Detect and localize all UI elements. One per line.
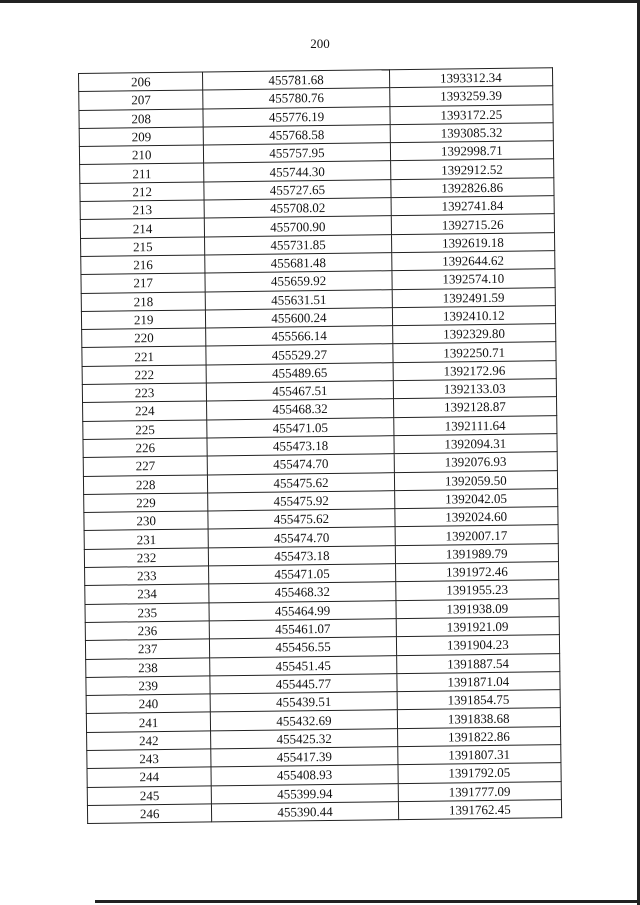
y-coordinate-cell: 1393259.39 — [389, 86, 553, 106]
x-coordinate-cell: 455768.58 — [204, 125, 390, 146]
point-number-cell: 226 — [83, 438, 208, 458]
x-coordinate-cell: 455631.51 — [206, 289, 392, 310]
y-coordinate-cell: 1391887.54 — [396, 653, 560, 673]
point-number-cell: 225 — [83, 420, 208, 440]
y-coordinate-cell: 1392133.03 — [393, 379, 557, 399]
y-coordinate-cell: 1391904.23 — [396, 635, 560, 655]
point-number-cell: 217 — [81, 273, 206, 293]
x-coordinate-cell: 455744.30 — [204, 161, 390, 182]
x-coordinate-cell: 455471.05 — [207, 417, 393, 438]
x-coordinate-cell: 455781.68 — [203, 70, 389, 91]
point-number-cell: 244 — [87, 767, 212, 787]
page-number: 200 — [310, 36, 330, 51]
y-coordinate-cell: 1392644.62 — [391, 251, 555, 271]
x-coordinate-cell: 455464.99 — [209, 600, 395, 621]
point-number-cell: 211 — [80, 163, 205, 183]
x-coordinate-cell: 455473.18 — [209, 545, 395, 566]
x-coordinate-cell: 455408.93 — [211, 765, 397, 786]
y-coordinate-cell: 1392491.59 — [392, 287, 556, 307]
x-coordinate-cell: 455432.69 — [211, 710, 397, 731]
point-number-cell: 235 — [85, 603, 210, 623]
y-coordinate-cell: 1391972.46 — [395, 562, 559, 582]
y-coordinate-cell: 1392410.12 — [392, 306, 556, 326]
x-coordinate-cell: 455529.27 — [206, 344, 392, 365]
y-coordinate-cell: 1393085.32 — [390, 123, 554, 143]
x-coordinate-cell: 455425.32 — [211, 728, 397, 749]
point-number-cell: 229 — [84, 493, 209, 513]
point-number-cell: 221 — [82, 346, 207, 366]
point-number-cell: 219 — [81, 310, 206, 330]
x-coordinate-cell: 455489.65 — [206, 362, 392, 383]
x-coordinate-cell: 455475.62 — [208, 472, 394, 493]
point-number-cell: 240 — [86, 694, 211, 714]
point-number-cell: 245 — [87, 785, 212, 805]
coordinate-table — [78, 67, 562, 824]
point-number-cell: 222 — [82, 365, 207, 385]
x-coordinate-cell: 455399.94 — [212, 783, 398, 804]
point-number-cell: 239 — [86, 676, 211, 696]
scan-edge-top — [0, 0, 640, 3]
y-coordinate-cell: 1391921.09 — [396, 617, 560, 637]
y-coordinate-cell: 1391838.68 — [397, 708, 561, 728]
y-coordinate-cell: 1392998.71 — [390, 141, 554, 161]
point-number-cell: 215 — [81, 237, 206, 257]
x-coordinate-cell: 455439.51 — [210, 692, 396, 713]
point-number-cell: 218 — [81, 292, 206, 312]
x-coordinate-cell: 455475.92 — [208, 490, 394, 511]
point-number-cell: 214 — [80, 218, 205, 238]
y-coordinate-cell: 1392024.60 — [394, 507, 558, 527]
y-coordinate-cell: 1392111.64 — [393, 415, 557, 435]
y-coordinate-cell: 1392619.18 — [391, 232, 555, 252]
point-number-cell: 208 — [79, 109, 204, 129]
y-coordinate-cell: 1392172.96 — [393, 360, 557, 380]
x-coordinate-cell: 455468.32 — [207, 399, 393, 420]
point-number-cell: 234 — [85, 584, 210, 604]
y-coordinate-cell: 1391955.23 — [395, 580, 559, 600]
point-number-cell: 231 — [84, 529, 209, 549]
x-coordinate-cell: 455780.76 — [203, 88, 389, 109]
y-coordinate-cell: 1392715.26 — [391, 214, 555, 234]
point-number-cell: 212 — [80, 182, 205, 202]
point-number-cell: 206 — [79, 72, 204, 92]
x-coordinate-cell: 455727.65 — [204, 179, 390, 200]
point-number-cell: 242 — [87, 731, 212, 751]
coordinate-table-body — [79, 68, 562, 824]
point-number-cell: 207 — [79, 90, 204, 110]
y-coordinate-cell: 1392574.10 — [392, 269, 556, 289]
y-coordinate-cell: 1393312.34 — [389, 68, 553, 88]
y-coordinate-cell: 1392042.05 — [394, 488, 558, 508]
y-coordinate-cell: 1391822.86 — [397, 726, 561, 746]
y-coordinate-cell: 1391762.45 — [398, 800, 562, 820]
x-coordinate-cell: 455390.44 — [212, 802, 398, 823]
x-coordinate-cell: 455681.48 — [205, 253, 391, 274]
point-number-cell: 213 — [80, 200, 205, 220]
point-number-cell: 210 — [79, 145, 204, 165]
y-coordinate-cell: 1392059.50 — [394, 470, 558, 490]
y-coordinate-cell: 1392128.87 — [393, 397, 557, 417]
point-number-cell: 223 — [82, 383, 207, 403]
x-coordinate-cell: 455700.90 — [205, 216, 391, 237]
x-coordinate-cell: 455757.95 — [204, 143, 390, 164]
point-number-cell: 238 — [86, 657, 211, 677]
x-coordinate-cell: 455659.92 — [205, 271, 391, 292]
y-coordinate-cell: 1392250.71 — [392, 342, 556, 362]
point-number-cell: 209 — [79, 127, 204, 147]
point-number-cell: 233 — [85, 566, 210, 586]
point-number-cell: 232 — [84, 548, 209, 568]
y-coordinate-cell: 1391777.09 — [398, 781, 562, 801]
point-number-cell: 228 — [83, 474, 208, 494]
point-number-cell: 236 — [85, 621, 210, 641]
x-coordinate-cell: 455474.70 — [208, 454, 394, 475]
scan-edge-bottom — [95, 900, 640, 903]
y-coordinate-cell: 1393172.25 — [390, 104, 554, 124]
x-coordinate-cell: 455471.05 — [209, 564, 395, 585]
point-number-cell: 220 — [82, 328, 207, 348]
x-coordinate-cell: 455467.51 — [207, 381, 393, 402]
y-coordinate-cell: 1392329.80 — [392, 324, 556, 344]
y-coordinate-cell: 1391807.31 — [397, 745, 561, 765]
x-coordinate-cell: 455451.45 — [210, 655, 396, 676]
y-coordinate-cell: 1392094.31 — [394, 434, 558, 454]
y-coordinate-cell: 1391854.75 — [397, 690, 561, 710]
x-coordinate-cell: 455708.02 — [204, 198, 390, 219]
point-number-cell: 224 — [83, 401, 208, 421]
x-coordinate-cell: 455776.19 — [203, 106, 389, 127]
x-coordinate-cell: 455600.24 — [206, 308, 392, 329]
y-coordinate-cell: 1391792.05 — [398, 763, 562, 783]
y-coordinate-cell: 1392912.52 — [390, 159, 554, 179]
y-coordinate-cell: 1392741.84 — [391, 196, 555, 216]
x-coordinate-cell: 455417.39 — [211, 747, 397, 768]
x-coordinate-cell: 455461.07 — [210, 619, 396, 640]
x-coordinate-cell: 455566.14 — [206, 326, 392, 347]
x-coordinate-cell: 455473.18 — [207, 436, 393, 457]
x-coordinate-cell: 455475.62 — [208, 509, 394, 530]
y-coordinate-cell: 1391938.09 — [396, 598, 560, 618]
point-number-cell: 230 — [84, 511, 209, 531]
point-number-cell: 237 — [85, 639, 210, 659]
y-coordinate-cell: 1392007.17 — [395, 525, 559, 545]
point-number-cell: 241 — [86, 712, 211, 732]
point-number-cell: 227 — [83, 456, 208, 476]
y-coordinate-cell: 1391989.79 — [395, 543, 559, 563]
point-number-cell: 246 — [87, 804, 212, 824]
y-coordinate-cell: 1392826.86 — [390, 177, 554, 197]
x-coordinate-cell: 455456.55 — [210, 637, 396, 658]
x-coordinate-cell: 455468.32 — [209, 582, 395, 603]
x-coordinate-cell: 455474.70 — [208, 527, 394, 548]
y-coordinate-cell: 1392076.93 — [394, 452, 558, 472]
x-coordinate-cell: 455445.77 — [210, 673, 396, 694]
x-coordinate-cell: 455731.85 — [205, 234, 391, 255]
point-number-cell: 243 — [87, 749, 212, 769]
y-coordinate-cell: 1391871.04 — [396, 671, 560, 691]
point-number-cell: 216 — [81, 255, 206, 275]
